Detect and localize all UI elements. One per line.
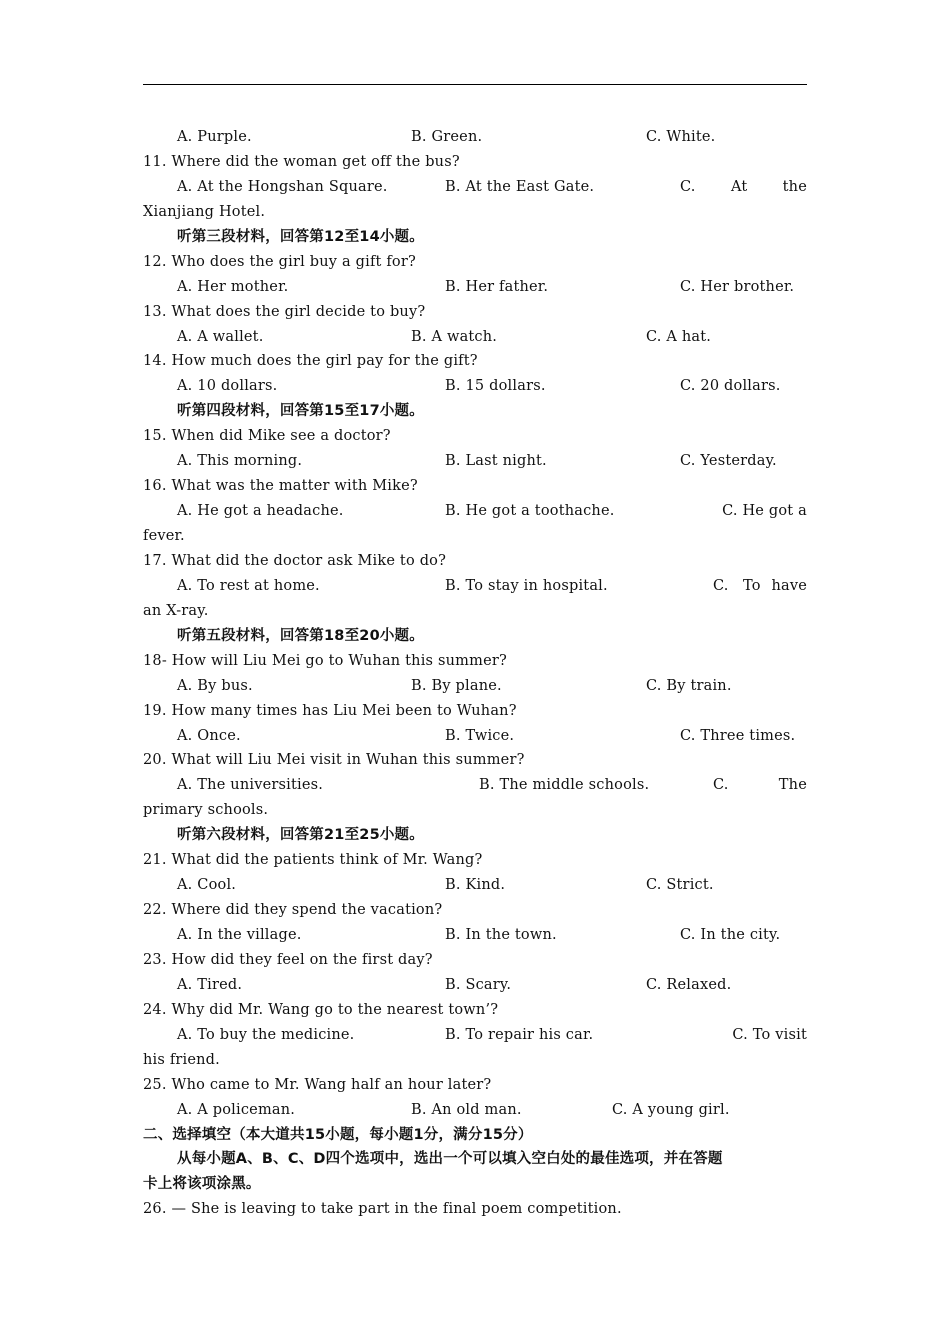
part-2-title: 二、选择填空（本大道共15小题，每小题1分，满分15分）	[143, 1126, 533, 1143]
section-6-heading: 听第六段材料，回答第21至25小题。	[177, 827, 424, 844]
q20-question: 20. What will Liu Mei visit in Wuhan this summer?	[143, 752, 525, 769]
q14-options	[143, 374, 807, 399]
exam-page-content	[143, 125, 807, 1222]
q22-question: 22. Where did they spend the vacation?	[143, 902, 443, 919]
q14-option-b: B. 15 dollars.	[445, 378, 546, 395]
part-2-instruction-line-2: 卡上将该项涂黑。	[143, 1176, 261, 1193]
q16-option-a: A. He got a headache.	[177, 503, 344, 520]
q15-option-a: A. This morning.	[177, 453, 303, 470]
q12-option-c: C. Her brother.	[680, 278, 795, 295]
q20-option-b: B. The middle schools.	[479, 777, 650, 794]
q24-options	[143, 1023, 807, 1048]
part-2-instruction-line-1: 从每小题A、B、C、D四个选项中，选出一个可以填入空白处的最佳选项，并在答题	[177, 1151, 723, 1168]
q20-option-a: A. The universities.	[177, 777, 324, 794]
q25-option-a: A. A policeman.	[177, 1101, 296, 1118]
q11-option-c-continued: Xianjiang Hotel.	[143, 203, 266, 220]
q26-question: 26. — She is leaving to take part in the final poem competition.	[143, 1201, 622, 1218]
q18-question: 18- How will Liu Mei go to Wuhan this summer?	[143, 652, 507, 669]
q12-option-b: B. Her father.	[445, 278, 549, 295]
q11-option-c-part2: At	[731, 178, 748, 195]
q11-option-b: B. At the East Gate.	[445, 178, 595, 195]
q25-option-c: C. A young girl.	[612, 1101, 730, 1118]
q21-option-b: B. Kind.	[445, 877, 506, 894]
section-5-heading: 听第五段材料，回答第18至20小题。	[177, 627, 424, 644]
q10-option-a: A. Purple.	[177, 129, 252, 145]
q13-option-b: B. A watch.	[411, 328, 498, 345]
q19-option-b: B. Twice.	[445, 727, 515, 744]
q14-question: 14. How much does the girl pay for the gift?	[143, 353, 478, 370]
q14-option-c: C. 20 dollars.	[680, 378, 781, 395]
q21-question: 21. What did the patients think of Mr. Wang?	[143, 852, 483, 869]
q18-option-c: C. By train.	[646, 677, 732, 694]
q17-option-b: B. To stay in hospital.	[445, 577, 608, 594]
header-rule	[143, 84, 807, 85]
q17-question: 17. What did the doctor ask Mike to do?	[143, 552, 447, 569]
q16-option-b: B. He got a toothache.	[445, 503, 615, 520]
section-4-heading: 听第四段材料，回答第15至17小题。	[177, 403, 424, 420]
q24-option-b: B. To repair his car.	[445, 1026, 594, 1043]
q24-option-c-continued: his friend.	[143, 1051, 220, 1068]
q11-option-a: A. At the Hongshan Square.	[177, 178, 388, 195]
q20-option-c-continued: primary schools.	[143, 802, 269, 819]
q20-options	[143, 773, 807, 798]
q16-options	[143, 499, 807, 524]
q25-question: 25. Who came to Mr. Wang half an hour later?	[143, 1076, 492, 1093]
q19-option-c: C. Three times.	[680, 727, 796, 744]
q23-option-c: C. Relaxed.	[646, 976, 732, 993]
q13-option-a: A. A wallet.	[177, 328, 264, 345]
q12-question: 12. Who does the girl buy a gift for?	[143, 253, 416, 270]
q11-option-c-part1: C.	[680, 178, 696, 195]
q12-option-a: A. Her mother.	[177, 278, 289, 295]
q17-option-a: A. To rest at home.	[177, 577, 320, 594]
q13-option-c: C. A hat.	[646, 328, 712, 345]
q15-options	[143, 449, 807, 474]
q23-option-a: A. Tired.	[177, 976, 243, 993]
q17-option-c-continued: an X-ray.	[143, 602, 209, 619]
q24-option-c: C. To visit	[732, 1026, 807, 1043]
q22-option-c: C. In the city.	[680, 927, 781, 943]
q10-option-c: C. White.	[646, 129, 716, 145]
q23-option-b: B. Scary.	[445, 976, 512, 993]
section-3-heading: 听第三段材料，回答第12至14小题。	[177, 228, 424, 245]
q10-options	[143, 125, 807, 150]
q11-option-c-part3: the	[782, 178, 807, 195]
q22-options	[143, 923, 807, 948]
q24-option-a: A. To buy the medicine.	[177, 1026, 355, 1043]
q18-option-a: A. By bus.	[177, 677, 253, 694]
q17-option-c-part3: have	[771, 577, 807, 594]
q11-options	[143, 175, 807, 200]
q25-option-b: B. An old man.	[411, 1101, 522, 1118]
q10-option-b: B. Green.	[411, 129, 483, 145]
q25-options	[143, 1098, 807, 1123]
q15-question: 15. When did Mike see a doctor?	[143, 428, 391, 445]
q18-option-b: B. By plane.	[411, 677, 502, 694]
q22-option-b: B. In the town.	[445, 927, 557, 943]
q24-question: 24. Why did Mr. Wang go to the nearest town’?	[143, 1001, 499, 1018]
q19-options	[143, 724, 807, 749]
q17-options	[143, 574, 807, 599]
q16-option-c: C. He got a	[722, 503, 807, 520]
q13-question: 13. What does the girl decide to buy?	[143, 303, 426, 320]
q23-options	[143, 973, 807, 998]
q19-option-a: A. Once.	[177, 727, 241, 744]
q15-option-c: C. Yesterday.	[680, 453, 777, 470]
q13-options	[143, 325, 807, 350]
q21-option-c: C. Strict.	[646, 877, 714, 894]
q21-option-a: A. Cool.	[177, 877, 237, 894]
q19-question: 19. How many times has Liu Mei been to Wuhan?	[143, 702, 517, 719]
q17-option-c-part1: C.	[713, 577, 729, 594]
q16-question: 16. What was the matter with Mike?	[143, 478, 418, 495]
q20-option-c-part2: The	[778, 777, 807, 794]
q11-question: 11. Where did the woman get off the bus?	[143, 153, 460, 170]
q15-option-b: B. Last night.	[445, 453, 547, 470]
q23-question: 23. How did they feel on the first day?	[143, 951, 433, 968]
q14-option-a: A. 10 dollars.	[177, 378, 278, 395]
q16-option-c-continued: fever.	[143, 528, 185, 544]
q18-options	[143, 674, 807, 699]
q22-option-a: A. In the village.	[177, 927, 302, 943]
q12-options	[143, 275, 807, 300]
q17-option-c-part2: To	[743, 577, 761, 594]
q21-options	[143, 873, 807, 898]
q20-option-c-part1: C.	[713, 777, 729, 794]
